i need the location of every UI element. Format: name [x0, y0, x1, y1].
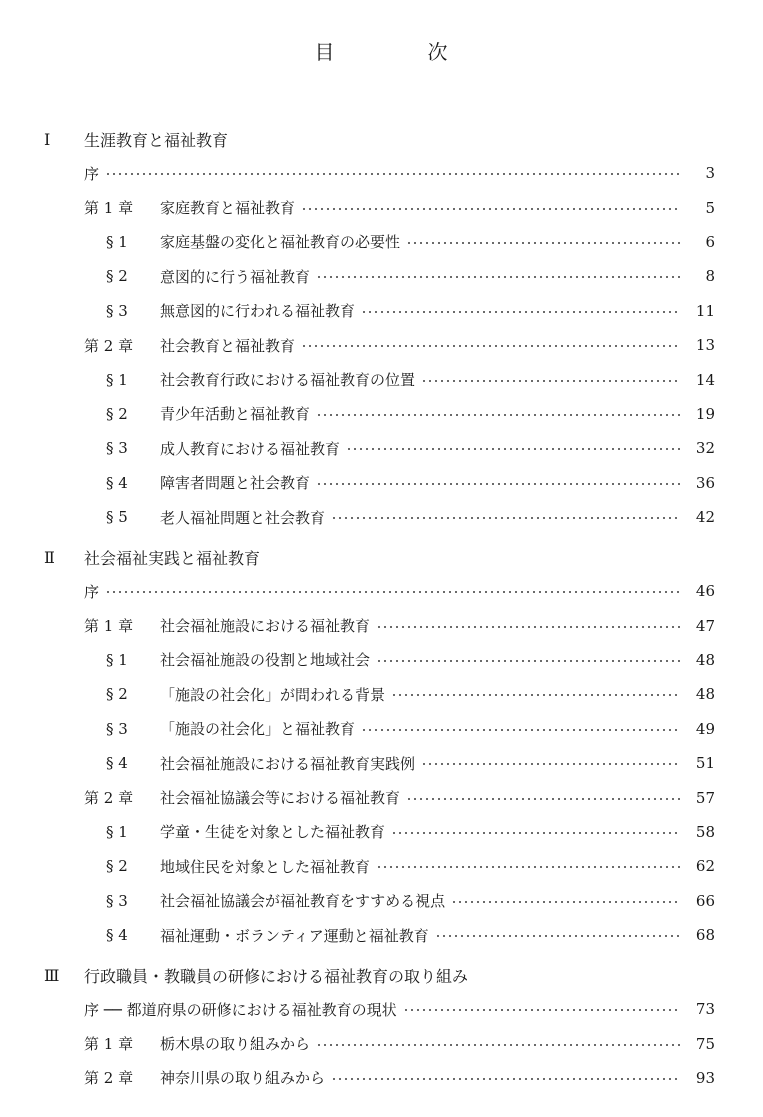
dot-leader — [451, 901, 685, 903]
toc-entry[interactable] — [0, 918, 763, 952]
entry-page-number: 68 — [681, 926, 715, 944]
entry-leader — [160, 649, 685, 670]
entry-number: § 1 — [106, 370, 128, 389]
part-title: 行政職員・教職員の研修における福祉教育の取り組み — [84, 966, 469, 986]
toc-entry[interactable] — [0, 259, 763, 293]
toc-entry[interactable] — [0, 328, 763, 362]
toc-entry[interactable] — [0, 225, 763, 259]
entry-leader — [160, 438, 685, 459]
toc-entry[interactable] — [0, 362, 763, 396]
entry-page-number: 36 — [681, 474, 715, 492]
toc-entry[interactable] — [0, 397, 763, 431]
entry-label: 家庭教育と福祉教育 — [160, 199, 296, 218]
entry-number: § 5 — [106, 508, 128, 527]
dot-leader — [435, 935, 685, 937]
toc-entry[interactable] — [0, 574, 763, 608]
entry-leader — [160, 197, 685, 218]
toc-entry[interactable] — [0, 992, 763, 1026]
dot-leader — [105, 591, 685, 593]
toc-entry[interactable] — [0, 712, 763, 746]
part-heading — [0, 958, 763, 992]
entry-label: 老人福祉問題と社会教育 — [160, 508, 326, 527]
dot-leader — [391, 832, 685, 834]
dot-leader — [376, 866, 685, 868]
dot-leader — [361, 311, 685, 313]
entry-page-number: 6 — [681, 233, 715, 251]
entry-number: § 3 — [106, 891, 128, 910]
page-title-left: 目 — [314, 40, 336, 64]
part-title: 生涯教育と福祉教育 — [84, 130, 229, 150]
entry-leader — [160, 1033, 685, 1054]
entry-page-number: 19 — [681, 405, 715, 423]
entry-label: 序 — [84, 164, 100, 183]
entry-label: 社会福祉協議会が福祉教育をすすめる視点 — [160, 892, 446, 911]
entry-label: 社会福祉施設の役割と地域社会 — [160, 651, 371, 670]
toc-entry[interactable] — [0, 780, 763, 814]
entry-label: 無意図的に行われる福祉教育 — [160, 302, 356, 321]
entry-number: § 2 — [106, 857, 128, 876]
toc-part — [0, 122, 763, 534]
entry-label: 序 ── 都道府県の研修における福祉教育の現状 — [84, 1000, 397, 1019]
entry-number: § 4 — [106, 926, 128, 945]
entry-label: 栃木県の取り組みから — [160, 1035, 311, 1054]
toc-entry[interactable] — [0, 190, 763, 224]
toc-entry[interactable] — [0, 500, 763, 534]
dot-leader — [376, 626, 685, 628]
entry-number: 第 2 章 — [84, 1069, 134, 1088]
entry-label: 意図的に行う福祉教育 — [160, 267, 311, 286]
part-heading — [0, 122, 763, 156]
entry-leader — [84, 163, 685, 184]
entry-leader — [160, 507, 685, 528]
entry-leader — [84, 999, 685, 1020]
entry-page-number: 57 — [681, 789, 715, 807]
entry-page-number: 14 — [681, 371, 715, 389]
part-number: Ⅲ — [44, 965, 60, 985]
entry-page-number: 13 — [681, 336, 715, 354]
entry-page-number: 48 — [681, 685, 715, 703]
part-number: Ⅱ — [44, 547, 55, 567]
entry-page-number: 32 — [681, 439, 715, 457]
entry-number: § 1 — [106, 650, 128, 669]
entry-leader — [160, 787, 685, 808]
entry-leader — [160, 684, 685, 705]
dot-leader — [391, 694, 685, 696]
entry-leader — [160, 615, 685, 636]
toc-entry[interactable] — [0, 431, 763, 465]
entry-label: 成人教育における福祉教育 — [160, 439, 341, 458]
toc-part — [0, 958, 763, 1095]
entry-page-number: 49 — [681, 720, 715, 738]
entry-page-number: 93 — [681, 1069, 715, 1087]
dot-leader — [105, 173, 685, 175]
toc-entry[interactable] — [0, 677, 763, 711]
toc-entry[interactable] — [0, 1061, 763, 1095]
toc-entry[interactable] — [0, 466, 763, 500]
entry-leader — [84, 581, 685, 602]
entry-number: § 3 — [106, 439, 128, 458]
entry-number: 第 2 章 — [84, 789, 134, 808]
dot-leader — [301, 208, 685, 210]
entry-page-number: 51 — [681, 754, 715, 772]
toc-entry[interactable] — [0, 294, 763, 328]
dot-leader — [421, 380, 685, 382]
entry-page-number: 62 — [681, 857, 715, 875]
entry-leader — [160, 821, 685, 842]
entry-number: § 4 — [106, 754, 128, 773]
toc-part — [0, 540, 763, 952]
entry-label: 青少年活動と福祉教育 — [160, 405, 311, 424]
entry-number: 第 1 章 — [84, 617, 134, 636]
part-heading — [0, 540, 763, 574]
entry-number: § 2 — [106, 267, 128, 286]
part-title: 社会福祉実践と福祉教育 — [84, 548, 261, 568]
toc-entry[interactable] — [0, 608, 763, 642]
entry-leader — [160, 403, 685, 424]
entry-page-number: 48 — [681, 651, 715, 669]
dot-leader — [406, 798, 685, 800]
entry-leader — [160, 856, 685, 877]
entry-page-number: 3 — [681, 164, 715, 182]
entry-leader — [160, 231, 685, 252]
dot-leader — [331, 1078, 685, 1080]
dot-leader — [316, 483, 685, 485]
toc-entry[interactable] — [0, 884, 763, 918]
toc-entry[interactable] — [0, 643, 763, 677]
entry-label: 序 — [84, 582, 100, 601]
entry-leader — [160, 718, 685, 739]
entry-label: 社会福祉協議会等における福祉教育 — [160, 789, 401, 808]
entry-label: 社会教育行政における福祉教育の位置 — [160, 371, 416, 390]
entry-number: § 3 — [106, 719, 128, 738]
toc-entry[interactable] — [0, 849, 763, 883]
dot-leader — [316, 276, 685, 278]
dot-leader — [421, 763, 685, 765]
entry-page-number: 58 — [681, 823, 715, 841]
dot-leader — [403, 1009, 685, 1011]
entry-page-number: 11 — [681, 302, 715, 320]
entry-number: § 3 — [106, 301, 128, 320]
entry-number: 第 1 章 — [84, 1035, 134, 1054]
entry-number: § 1 — [106, 822, 128, 841]
dot-leader — [376, 660, 685, 662]
entry-leader — [160, 369, 685, 390]
entry-page-number: 47 — [681, 617, 715, 635]
entry-page-number: 42 — [681, 508, 715, 526]
entry-label: 学童・生徒を対象とした福祉教育 — [160, 823, 386, 842]
part-number: Ⅰ — [44, 129, 51, 149]
entry-page-number: 66 — [681, 892, 715, 910]
entry-label: 障害者問題と社会教育 — [160, 474, 311, 493]
dot-leader — [301, 345, 685, 347]
entry-number: 第 2 章 — [84, 336, 134, 355]
entry-label: 社会教育と福祉教育 — [160, 336, 296, 355]
toc-entry[interactable] — [0, 815, 763, 849]
dot-leader — [331, 517, 685, 519]
entry-leader — [160, 890, 685, 911]
entry-label: 福祉運動・ボランティア運動と福祉教育 — [160, 926, 429, 945]
dot-leader — [346, 448, 685, 450]
entry-leader — [160, 753, 685, 774]
entry-leader — [160, 335, 685, 356]
entry-page-number: 73 — [681, 1000, 715, 1018]
dot-leader — [406, 242, 685, 244]
entry-leader — [160, 300, 685, 321]
entry-label: 社会福祉施設における福祉教育 — [160, 617, 371, 636]
entry-leader — [160, 266, 685, 287]
entry-page-number: 8 — [681, 267, 715, 285]
dot-leader — [361, 729, 685, 731]
dot-leader — [316, 414, 685, 416]
entry-label: 「施設の社会化」が問われる背景 — [160, 685, 386, 704]
toc-entry[interactable] — [0, 746, 763, 780]
entry-number: § 4 — [106, 473, 128, 492]
entry-page-number: 75 — [681, 1035, 715, 1053]
entry-label: 地域住民を対象とした福祉教育 — [160, 857, 371, 876]
entry-number: § 2 — [106, 404, 128, 423]
dot-leader — [316, 1044, 685, 1046]
entry-number: 第 1 章 — [84, 199, 134, 218]
entry-label: 神奈川県の取り組みから — [160, 1069, 326, 1088]
page-title-right: 次 — [427, 40, 449, 64]
entry-leader — [160, 925, 685, 946]
entry-number: § 2 — [106, 685, 128, 704]
entry-label: 家庭基盤の変化と福祉教育の必要性 — [160, 233, 401, 252]
entry-page-number: 5 — [681, 199, 715, 217]
entry-leader — [160, 472, 685, 493]
entry-leader — [160, 1067, 685, 1088]
entry-page-number: 46 — [681, 582, 715, 600]
entry-number: § 1 — [106, 232, 128, 251]
toc-entry[interactable] — [0, 156, 763, 190]
page-title — [0, 36, 763, 65]
entry-label: 「施設の社会化」と福祉教育 — [160, 720, 356, 739]
entry-label: 社会福祉施設における福祉教育実践例 — [160, 754, 416, 773]
toc-entry[interactable] — [0, 1026, 763, 1060]
